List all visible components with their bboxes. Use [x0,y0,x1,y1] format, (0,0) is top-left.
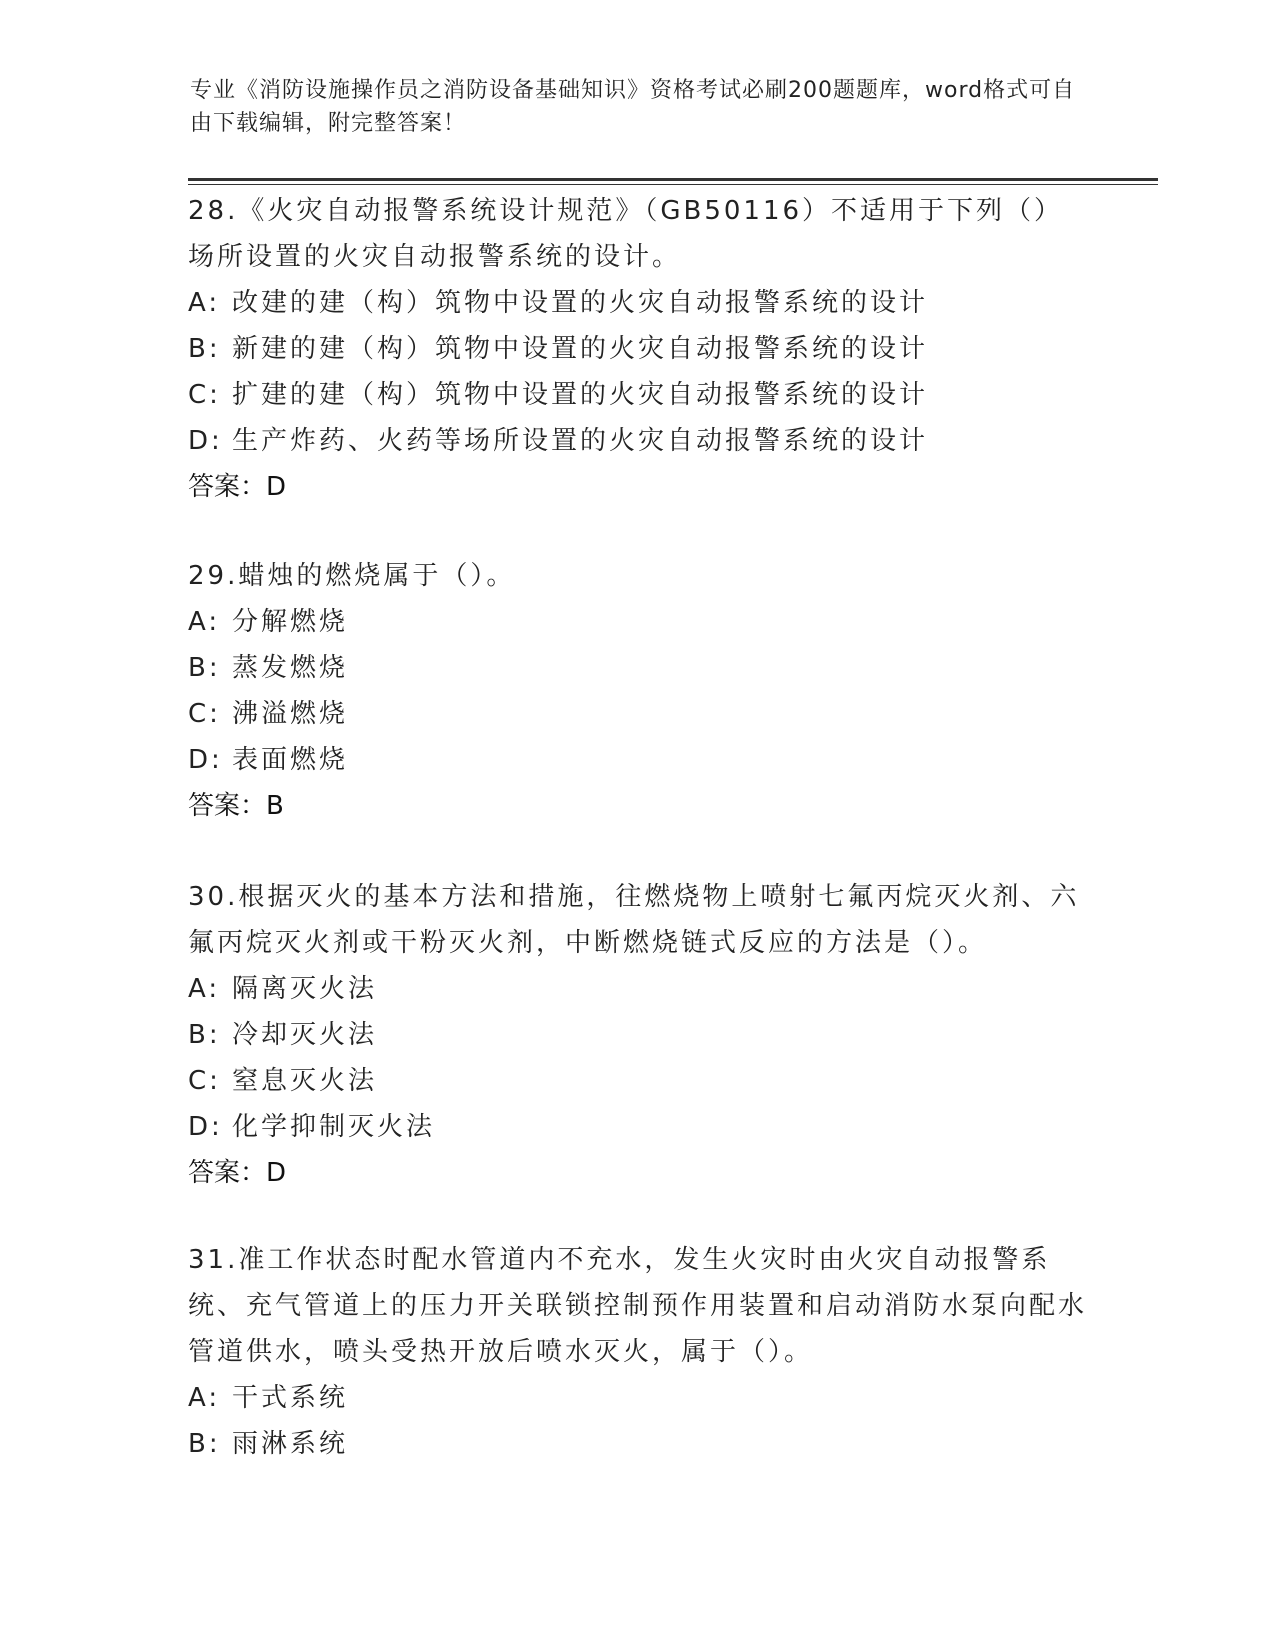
option-letter: C: [188,380,221,410]
option-letter: A: [188,288,221,318]
question-stem: 30.根据灭火的基本方法和措施，往燃烧物上喷射七氟丙烷灭火剂、六氟丙烷灭火剂或干粉灭火剂，中断燃烧链式反应的方法是（）。 [188,882,1080,958]
question-29 [188,553,1088,829]
option-text: 化学抑制灭火法 [232,1112,436,1142]
option-c [188,691,1088,737]
option-a [188,280,1088,326]
option-letter: C: [188,1066,221,1096]
option-text: 新建的建（构）筑物中设置的火灾自动报警系统的设计 [232,334,929,364]
option-letter: A: [188,974,221,1004]
option-letter: B: [188,1429,221,1459]
option-text: 蒸发燃烧 [232,653,349,683]
option-letter: A: [188,1383,221,1413]
answer-line: 答案：D [188,1158,287,1188]
question-stem: 31.准工作状态时配水管道内不充水，发生火灾时由火灾自动报警系统、充气管道上的压力开关联锁控制预作用装置和启动消防水泵向配水管道供水，喷头受热开放后喷水灭火，属于（）。 [188,1245,1088,1367]
answer-line: 答案：B [188,791,284,821]
header-divider-thin [188,184,1158,185]
option-letter: D: [188,426,223,456]
option-text: 生产炸药、火药等场所设置的火灾自动报警系统的设计 [232,426,929,456]
option-letter: C: [188,699,221,729]
option-text: 隔离灭火法 [232,974,378,1004]
option-letter: A: [188,607,221,637]
option-b [188,1421,1088,1467]
option-letter: D: [188,1112,223,1142]
option-b [188,326,1088,372]
option-text: 改建的建（构）筑物中设置的火灾自动报警系统的设计 [232,288,929,318]
option-d [188,1104,1088,1150]
question-28 [188,188,1088,510]
option-text: 冷却灭火法 [232,1020,378,1050]
option-c [188,372,1088,418]
question-30 [188,874,1088,1196]
question-stem: 28.《火灾自动报警系统设计规范》（GB50116）不适用于下列（）场所设置的火灾自动报警系统的设计。 [188,196,1064,272]
option-b [188,645,1088,691]
option-a [188,599,1088,645]
document-header: 专业《消防设施操作员之消防设备基础知识》资格考试必刷200题题库，word格式可自由下载编辑，附完整答案！ [190,78,1076,136]
option-d [188,418,1088,464]
option-text: 表面燃烧 [232,745,349,775]
question-31 [188,1237,1088,1467]
option-d [188,737,1088,783]
option-a [188,1375,1088,1421]
header-divider-thick [188,178,1158,181]
answer-line: 答案：D [188,472,287,502]
option-b [188,1012,1088,1058]
option-letter: B: [188,653,221,683]
option-text: 雨淋系统 [232,1429,349,1459]
option-c [188,1058,1088,1104]
option-a [188,966,1088,1012]
option-text: 扩建的建（构）筑物中设置的火灾自动报警系统的设计 [232,380,929,410]
option-text: 沸溢燃烧 [232,699,349,729]
option-letter: D: [188,745,223,775]
option-text: 窒息灭火法 [232,1066,378,1096]
option-text: 干式系统 [232,1383,349,1413]
question-stem: 29.蜡烛的燃烧属于（）。 [188,561,516,591]
option-letter: B: [188,334,221,364]
option-letter: B: [188,1020,221,1050]
option-text: 分解燃烧 [232,607,349,637]
